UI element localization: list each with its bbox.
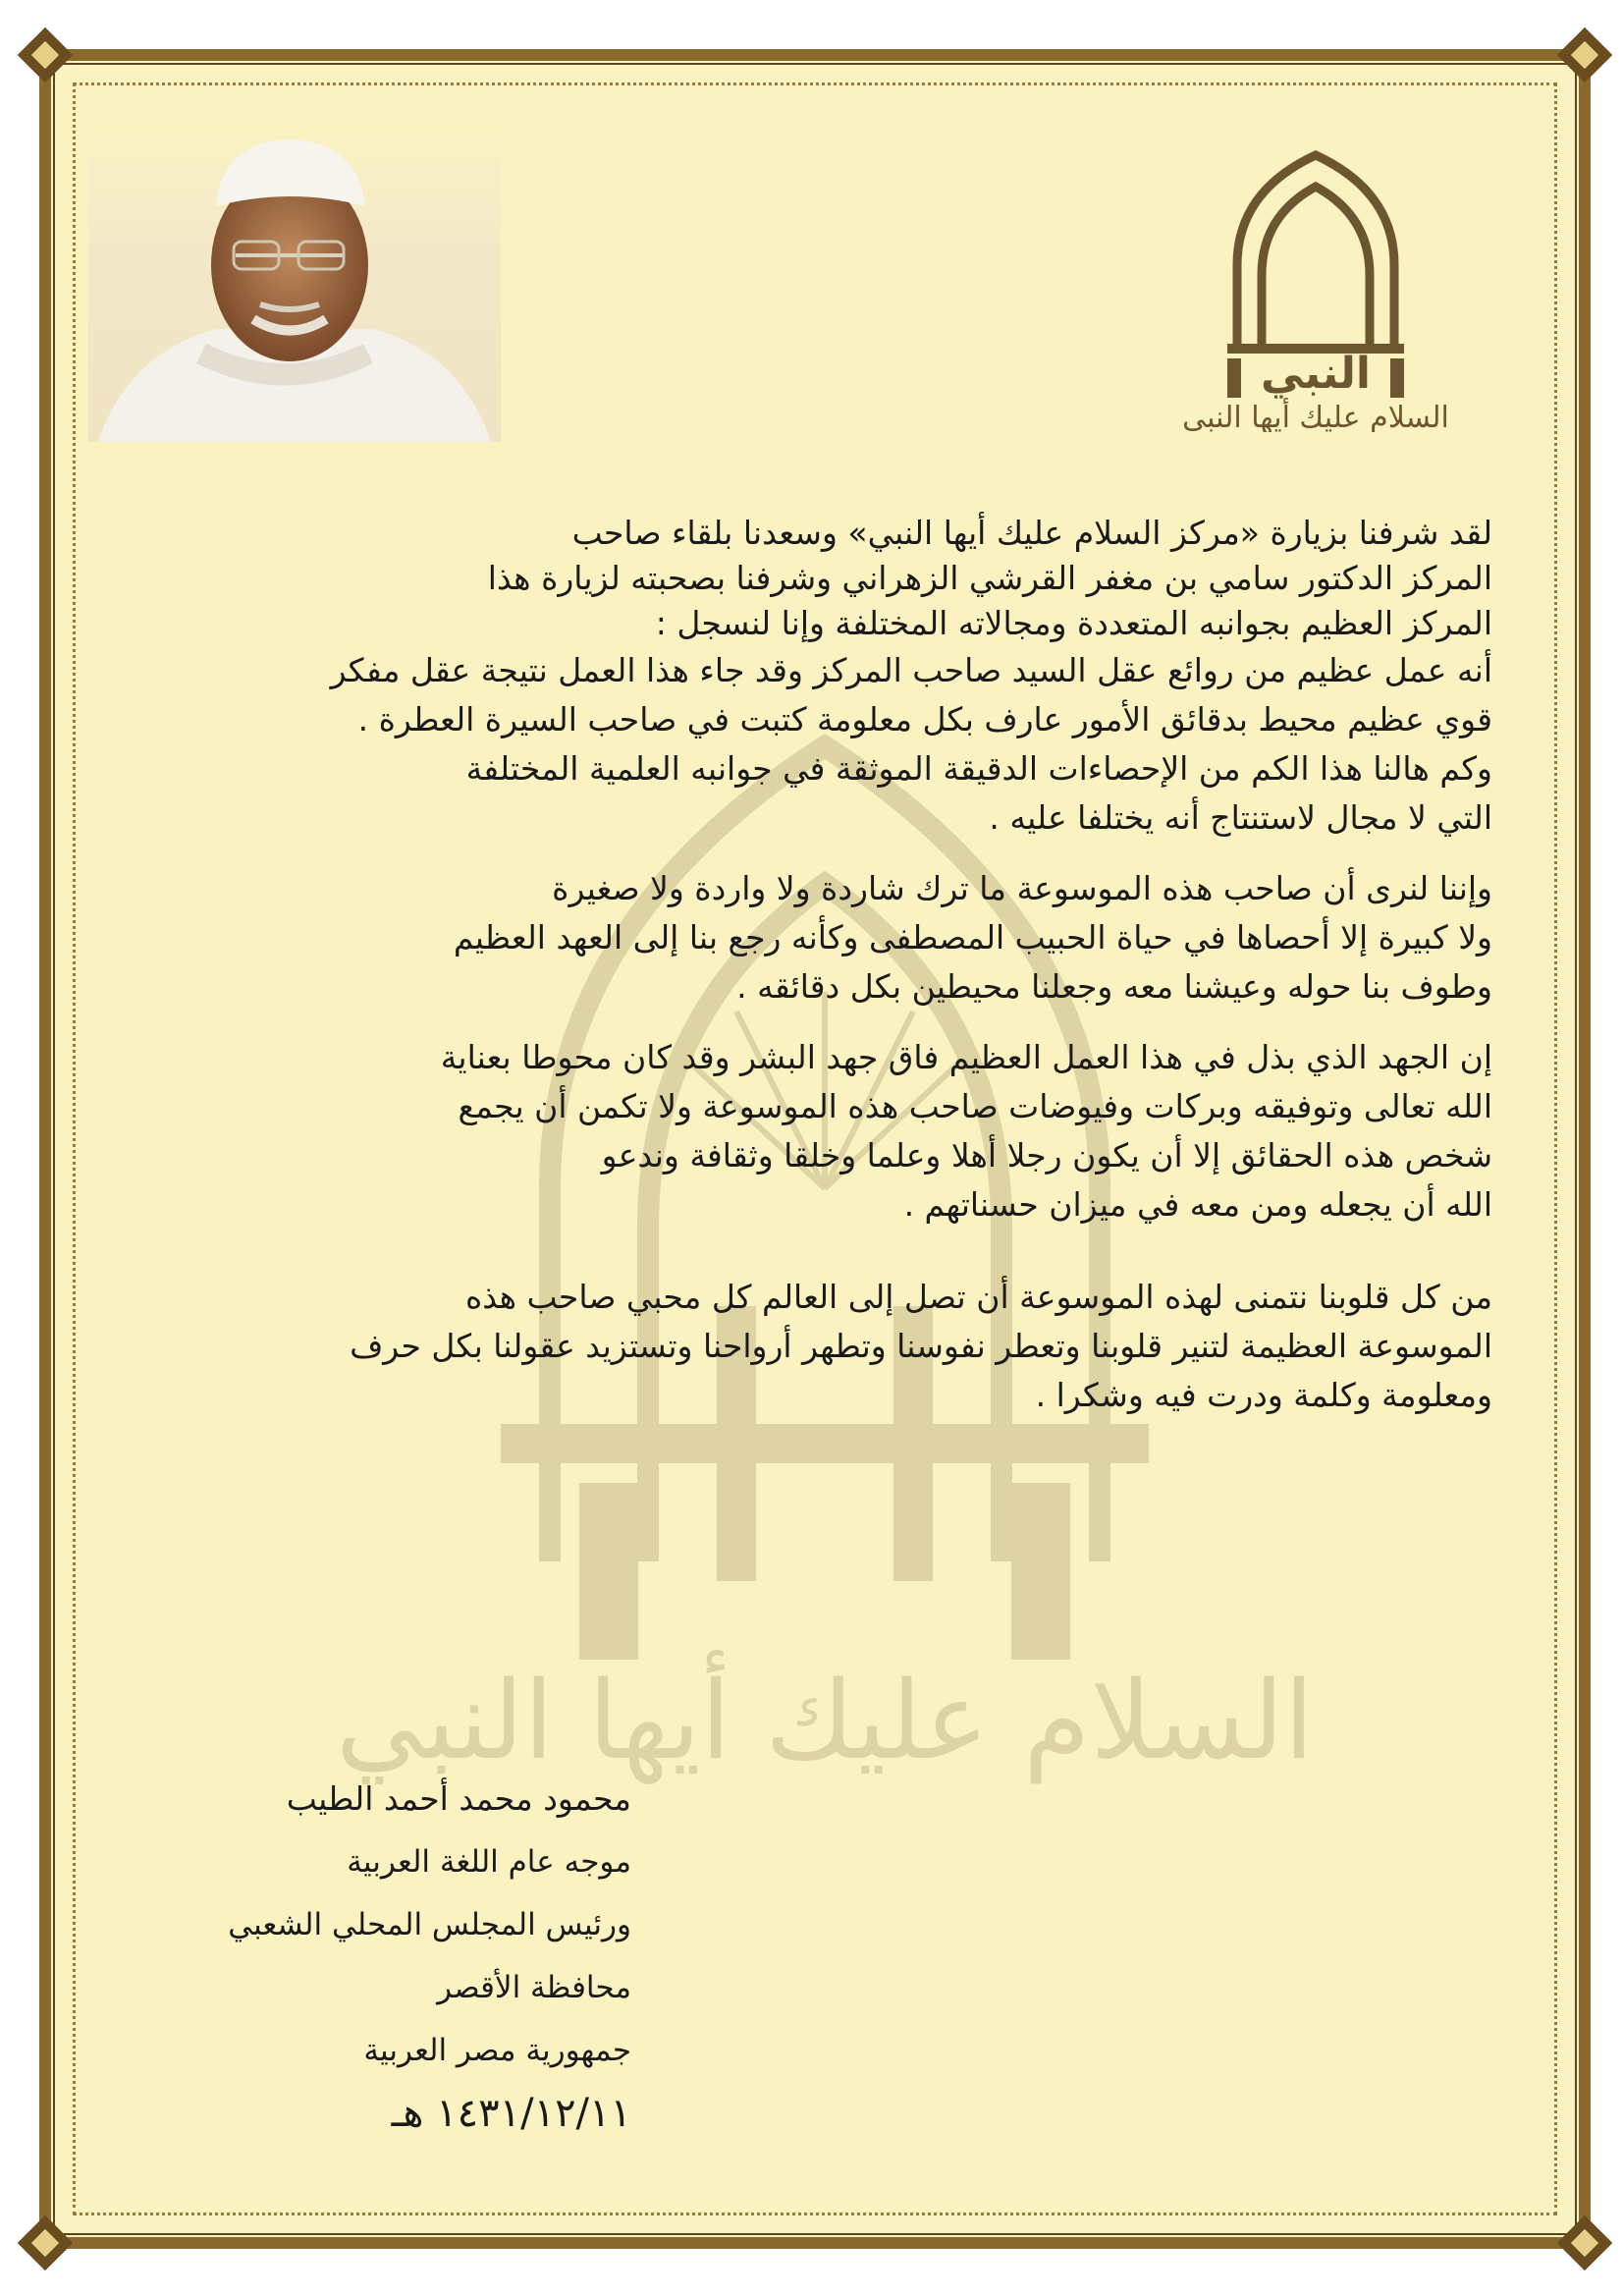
corner-ornament-icon [1557,2215,1613,2271]
signer-title-line: محافظة الأقصر [437,1970,631,2005]
letter-line: قوي عظيم محيط بدقائق الأمور عارف بكل معلومة كتبت في صاحب السيرة العطرة . [357,700,1492,738]
paragraph-1 [128,511,1492,646]
letter-line: الموسوعة العظيمة لتنير قلوبنا وتعطر نفوسنا وتطهر أرواحنا وتستزيد عقولنا بكل حرف [350,1327,1492,1365]
letter-line: وإننا لنرى أن صاحب هذه الموسوعة ما ترك شاردة ولا واردة ولا صغيرة [552,869,1492,907]
signer-title-line: جمهورية مصر العربية [363,2033,631,2068]
letter-line: المركز العظيم بجوانبه المتعددة ومجالاته المختلفة وإنا لنسجل : [655,604,1492,642]
logo-caption: السلام عليك أيها النبي [1182,401,1449,432]
paragraph-5 [128,1273,1492,1420]
paragraph-3 [128,864,1492,1011]
portrait-photo [88,118,501,442]
letter-line: شخص هذه الحقائق إلا أن يكون رجلا أهلا وعلما وخلقا وثقافة وندعو [601,1136,1492,1175]
watermark-caption: السلام عليك أيها النبي [335,1658,1315,1783]
letter-body [128,511,1492,1420]
signature-block [209,1768,631,2145]
letter-line: الله تعالى وتوفيقه وبركات وفيوضات صاحب هذه الموسوعة ولا تكمن أن يجمع [458,1087,1492,1125]
paragraph-4 [128,1033,1492,1230]
letter-line: لقد شرفنا بزيارة «مركز السلام عليك أيها النبي» وسعدنا بلقاء صاحب [571,514,1492,552]
corner-ornament-icon [18,2215,74,2271]
letter-line: أنه عمل عظيم من روائع عقل السيد صاحب المركز وقد جاء هذا العمل نتيجة عقل مفكر [330,651,1492,689]
letter-line: التي لا مجال لاستنتاج أنه يختلفا عليه . [989,798,1492,837]
letter-line: إن الجهد الذي بذل في هذا العمل العظيم فاق جهد البشر وقد كان محوطا بعناية [440,1038,1492,1076]
letter-line: ومعلومة وكلمة ودرت فيه وشكرا . [1035,1376,1492,1414]
signer-name: محمود محمد أحمد الطيب [286,1779,631,1818]
letter-date: ١٤٣١/١٢/١١ هـ [391,2091,631,2136]
letter-line: المركز الدكتور سامي بن مغفر القرشي الزهراني وشرفنا بصحبته لزيارة هذا [487,559,1492,597]
signer-title-line: ورئيس المجلس المحلي الشعبي [228,1907,631,1942]
signer-title-line: موجه عام اللغة العربية [347,1844,631,1880]
letter-line: من كل قلوبنا نتمنى لهذه الموسوعة أن تصل إلى العالم كل محبي صاحب هذه [465,1278,1492,1316]
letter-line: وكم هالنا هذا الكم من الإحصاءات الدقيقة الموثقة في جوانبه العلمية المختلفة [465,749,1492,788]
letter-line: وطوف بنا حوله وعيشنا معه وجعلنا محيطين بكل دقائقه . [736,967,1492,1006]
corner-ornament-icon [1557,27,1613,83]
letter-line: الله أن يجعله ومن معه في ميزان حسناتهم . [903,1185,1492,1224]
logo-monogram: النبي [1260,349,1372,399]
center-logo [1168,147,1463,432]
corner-ornament-icon [18,27,74,83]
paragraph-2 [128,646,1492,843]
letter-line: ولا كبيرة إلا أحصاها في حياة الحبيب المصطفى وكأنه رجع بنا إلى العهد العظيم [453,918,1492,957]
